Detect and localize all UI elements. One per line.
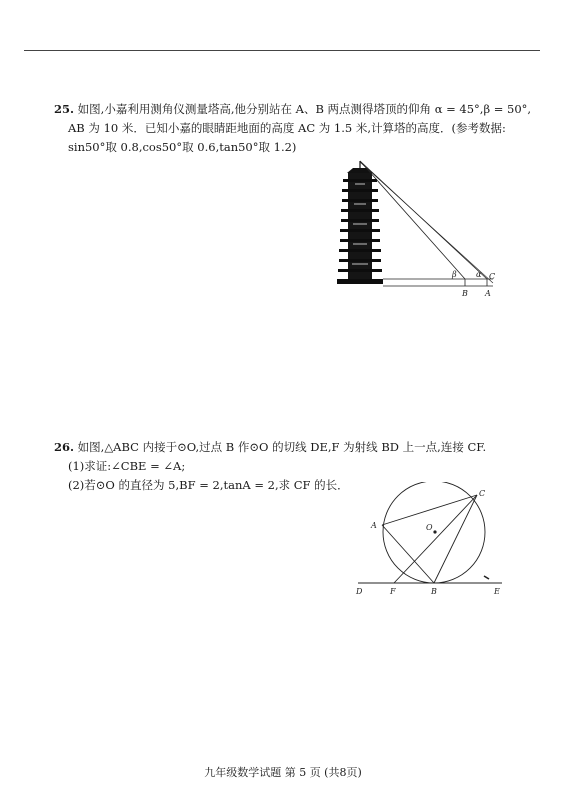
question-26-number: 26. xyxy=(54,440,75,454)
sight-line-extra xyxy=(360,162,496,283)
tower-figure xyxy=(335,155,505,300)
page-footer: 九年级数学试题 第 5 页 (共8页) xyxy=(204,766,362,779)
question-25-line-1 xyxy=(54,100,531,119)
header-rule xyxy=(24,50,540,51)
label-a: A xyxy=(371,521,377,530)
question-25 xyxy=(54,100,531,157)
question-25-line-2: AB 为 10 米．已知小嘉的眼睛距地面的高度 AC 为 1.5 米,计算塔的高度．(参考数据: xyxy=(68,121,506,135)
label-beta: β xyxy=(452,270,457,279)
label-d: D xyxy=(356,587,363,596)
tower-figure-svg xyxy=(335,155,505,300)
label-f: F xyxy=(390,587,396,596)
question-26-part-1: (1)求证:∠CBE = ∠A; xyxy=(68,459,186,473)
segment-bc xyxy=(434,495,477,583)
question-25-line-3: sin50°取 0.8,cos50°取 0.6,tan50°取 1.2) xyxy=(68,140,297,154)
label-c: C xyxy=(489,272,496,281)
question-26-part-2: (2)若⊙O 的直径为 5,BF = 2,tanA = 2,求 CF 的长． xyxy=(68,478,349,492)
segment-ab xyxy=(382,525,434,583)
question-25-text-1: 如图,小嘉利用测角仪测量塔高,他分别站在 A、B 两点测得塔顶的仰角 α = 45°,β = 50°, xyxy=(77,102,532,116)
label-b: B xyxy=(462,289,468,298)
label-alpha: α xyxy=(476,270,482,279)
label-o: O xyxy=(426,523,433,532)
label-c: C xyxy=(479,489,486,498)
question-25-number: 25. xyxy=(54,102,75,116)
circle-figure-svg xyxy=(352,482,512,598)
question-26-text-1: 如图,△ABC 内接于⊙O,过点 B 作⊙O 的切线 DE,F 为射线 BD 上一点,连接 CF. xyxy=(77,440,487,454)
label-b: B xyxy=(431,587,437,596)
question-26-line-1 xyxy=(54,438,486,457)
center-point xyxy=(433,530,436,533)
label-e: E xyxy=(494,587,500,596)
circle-figure xyxy=(352,482,512,598)
label-a: A xyxy=(485,289,491,298)
tick-mark xyxy=(484,576,489,579)
